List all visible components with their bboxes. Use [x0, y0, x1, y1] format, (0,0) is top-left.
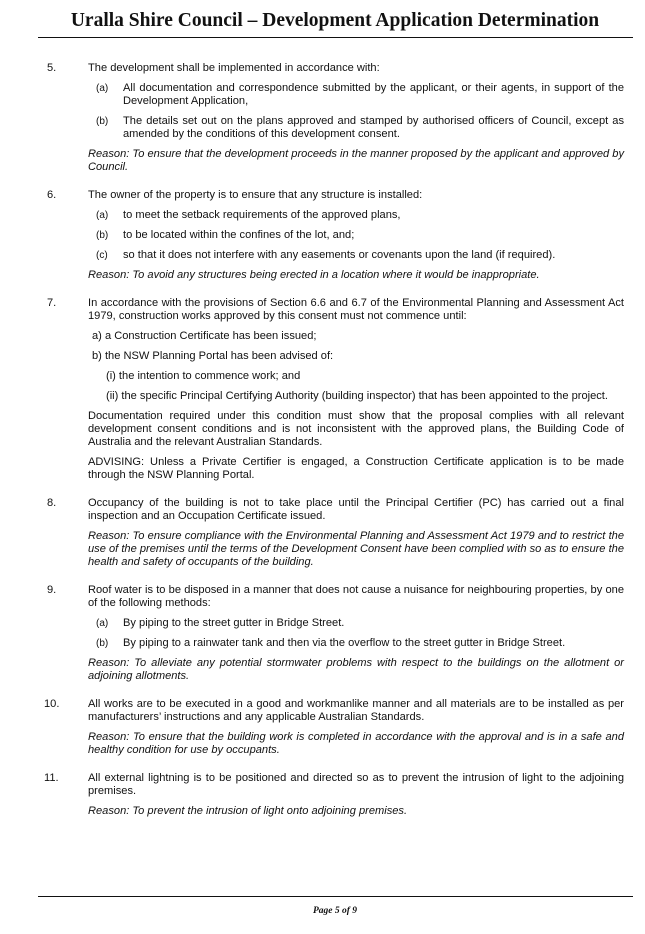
condition-reason: Reason: To avoid any structures being erected in a location where it would be inappropriate.	[88, 269, 540, 281]
condition-item	[88, 637, 624, 650]
item-label: (a)	[96, 210, 109, 221]
condition-reason: Reason: To ensure compliance with the Environmental Planning and Assessment Act 1979 and to restrict the use of the premises until the terms of the Development Consent have been complied with so as to ensure the health and safety of occupants of the building.	[88, 530, 624, 568]
condition-intro: Roof water is to be disposed in a manner that does not cause a nuisance for neighbouring properties, by one of the following methods:	[88, 584, 624, 609]
item-text: to be located within the confines of the lot, and;	[123, 229, 355, 241]
condition-reason: Reason: To alleviate any potential stormwater problems with respect to the buildings on the allotment or adjoining allotments.	[88, 657, 624, 682]
condition-number: 11.	[44, 772, 59, 784]
condition-number: 8.	[47, 497, 57, 509]
condition-reason: Reason: To ensure that the development proceeds in the manner proposed by the applicant and approved by Council.	[88, 148, 624, 173]
condition-7	[38, 297, 624, 482]
condition-number: 10.	[44, 698, 60, 710]
condition-number: 5.	[47, 62, 57, 74]
condition-11	[38, 772, 624, 818]
condition-advising: ADVISING: Unless a Private Certifier is engaged, a Construction Certificate application is to be made through the NSW Planning Portal.	[88, 456, 624, 481]
condition-5	[38, 62, 624, 174]
footer-divider	[38, 896, 633, 897]
condition-line-ii: (ii) the specific Principal Certifying Authority (building inspector) that has been appointed to the project.	[106, 390, 608, 402]
condition-intro: Occupancy of the building is not to take place until the Principal Certifier (PC) has carried out a final inspection and an Occupation Certificate issued.	[88, 497, 624, 522]
item-text: so that it does not interfere with any easements or covenants upon the land (if required).	[123, 249, 556, 261]
condition-intro: The owner of the property is to ensure that any structure is installed:	[88, 189, 423, 201]
condition-8	[38, 497, 624, 569]
item-label: (b)	[96, 638, 109, 649]
condition-number: 9.	[47, 584, 57, 596]
condition-reason: Reason: To prevent the intrusion of light onto adjoining premises.	[88, 805, 408, 817]
item-text: to meet the setback requirements of the approved plans,	[123, 209, 401, 221]
condition-10	[38, 698, 624, 757]
condition-item	[88, 115, 624, 141]
item-label: (b)	[96, 116, 109, 127]
condition-number: 7.	[47, 297, 57, 309]
condition-reason: Reason: To ensure that the building work is completed in accordance with the approval and is in a safe and healthy condition for use by occupants.	[88, 731, 624, 756]
condition-documentation: Documentation required under this condition must show that the proposal complies with all relevant development consent conditions and is not inconsistent with the approved plans, the Building Code of Australia and the relevant Australian Standards.	[88, 410, 624, 448]
page-header-title: Uralla Shire Council – Development Application Determination	[70, 10, 600, 31]
item-text: By piping to a rainwater tank and then via the overflow to the street gutter in Bridge Street.	[123, 637, 566, 649]
header-divider	[38, 37, 633, 38]
item-text: The details set out on the plans approved and stamped by authorised officers of Council, except as amended by the conditions of this development consent.	[123, 115, 624, 140]
condition-9	[38, 584, 624, 683]
condition-item	[88, 82, 624, 108]
condition-item	[88, 209, 624, 222]
item-text: By piping to the street gutter in Bridge Street.	[123, 617, 345, 629]
condition-intro: In accordance with the provisions of Section 6.6 and 6.7 of the Environmental Planning and Assessment Act 1979, construction works approved by this consent must not commence until:	[88, 297, 624, 322]
condition-intro: All external lightning is to be positioned and directed so as to prevent the intrusion of light to the adjoining premises.	[88, 772, 624, 797]
condition-item	[88, 249, 624, 262]
item-text: All documentation and correspondence submitted by the applicant, or their agents, in support of the Development Application,	[123, 82, 624, 107]
item-label: (a)	[96, 618, 109, 629]
conditions-list	[38, 62, 624, 833]
condition-line-b: b) the NSW Planning Portal has been advised of:	[92, 350, 334, 362]
condition-line-a: a) a Construction Certificate has been issued;	[92, 330, 317, 342]
condition-intro: All works are to be executed in a good and workmanlike manner and all materials are to be installed as per manufacturers’ instructions and any applicable Australian Standards.	[88, 698, 624, 723]
item-label: (c)	[96, 250, 108, 261]
condition-6	[38, 189, 624, 282]
item-label: (a)	[96, 83, 109, 94]
condition-item	[88, 229, 624, 242]
condition-intro: The development shall be implemented in accordance with:	[88, 62, 380, 74]
page-number: Page 5 of 9	[312, 906, 358, 916]
condition-line-i: (i) the intention to commence work; and	[106, 370, 301, 382]
condition-item	[88, 617, 624, 630]
item-label: (b)	[96, 230, 109, 241]
condition-number: 6.	[47, 189, 57, 201]
